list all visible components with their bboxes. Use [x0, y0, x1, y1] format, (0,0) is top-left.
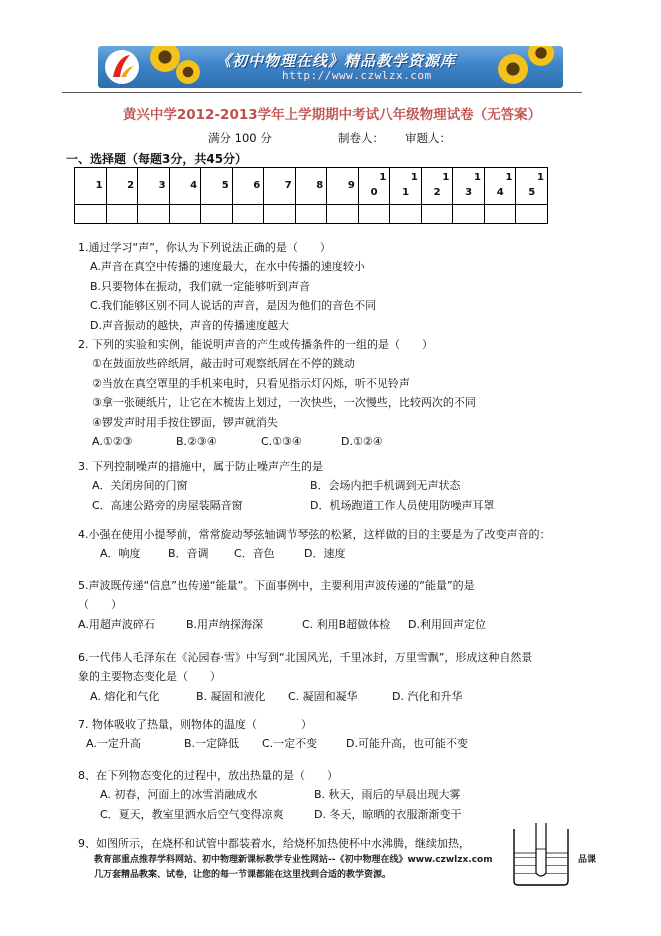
question-1: [78, 238, 376, 335]
grid-number-digit: 1: [537, 172, 544, 183]
sunflower-image: [498, 54, 528, 84]
question-stem-cont: 象的主要物态变化是（ ）: [78, 670, 221, 684]
option-b[interactable]: B. 秋天，雨后的早晨出现大雾: [314, 788, 461, 802]
option-d[interactable]: D.利用回声定位: [408, 617, 486, 631]
option-a[interactable]: A. 初春，河面上的冰雪消融成水: [100, 788, 258, 802]
grid-number-digit: 3: [158, 180, 166, 191]
grid-number-cell: [232, 168, 264, 205]
header-rule: [62, 92, 582, 93]
question-stem: 8、在下列物态变化的过程中，放出热量的是（ ）: [78, 769, 338, 782]
option-c[interactable]: C. 凝固和凝华: [288, 689, 358, 703]
question-stem-cont: （ ）: [78, 598, 122, 612]
question-5: [78, 576, 486, 634]
statement-2: ②当放在真空罩里的手机来电时，只看见指示灯闪烁，听不见铃声: [92, 376, 410, 390]
grid-number-digit: 5: [221, 180, 229, 191]
answer-cell[interactable]: [358, 205, 390, 224]
exam-title: 黄兴中学2012-2013学年上学期期中考试八年级物理试卷（无答案）: [122, 107, 542, 123]
option-b[interactable]: B．音调: [168, 547, 209, 561]
option-c[interactable]: C．音色: [234, 547, 275, 561]
site-logo: [104, 49, 140, 85]
option-d[interactable]: D. 汽化和升华: [392, 689, 463, 703]
option-c[interactable]: C.一定不变: [262, 737, 318, 751]
option-a[interactable]: A.声音在真空中传播的速度最大，在水中传播的速度较小: [90, 260, 365, 274]
option-b[interactable]: B.一定降低: [184, 737, 240, 751]
grid-number-digit: 6: [253, 180, 261, 191]
option-b[interactable]: B. 凝固和液化: [196, 689, 266, 703]
grid-number-cell: [390, 168, 422, 205]
option-a[interactable]: A．关闭房间的门窗: [92, 479, 188, 493]
option-d[interactable]: D. 冬天，晾晒的衣服渐渐变干: [314, 807, 462, 821]
banner-url[interactable]: http://www.czwlzx.com: [282, 69, 432, 82]
grid-number-cell: [327, 168, 359, 205]
option-c[interactable]: C．夏天，教室里洒水后空气变得凉爽: [100, 807, 284, 821]
grid-number-digit: 4: [496, 187, 504, 198]
option-c[interactable]: C. 利用B超做体检: [302, 617, 391, 631]
grid-number-digit: 7: [284, 180, 292, 191]
grid-number-cell: [421, 168, 453, 205]
answer-cell[interactable]: [295, 205, 327, 224]
option-d[interactable]: D.可能升高，也可能不变: [346, 737, 468, 751]
grid-number-digit: 8: [316, 180, 324, 191]
option-b[interactable]: B.只要物体在振动，我们就一定能够听到声音: [90, 279, 311, 293]
option-c[interactable]: C.我们能够区别不同人说话的声音，是因为他们的音色不同: [90, 299, 377, 313]
option-b[interactable]: B．会场内把手机调到无声状态: [310, 479, 461, 493]
option-b[interactable]: B.用声纳探海深: [186, 617, 264, 631]
option-b[interactable]: B.②③④: [176, 434, 217, 448]
answer-cell[interactable]: [75, 205, 107, 224]
grid-number-digit: 0: [370, 187, 378, 198]
question-stem: 6.一代伟人毛泽东在《沁园春·雪》中写到“北国风光，千里冰封，万里雪飘”，形成这种自然景: [78, 651, 533, 664]
option-a[interactable]: A. 熔化和气化: [90, 689, 160, 703]
answer-cell[interactable]: [106, 205, 138, 224]
full-score: 满分 100 分: [208, 131, 272, 145]
option-a[interactable]: A.用超声波碎石: [78, 617, 155, 631]
option-c[interactable]: C．高速公路旁的房屋装隔音窗: [92, 498, 243, 512]
grid-number-cell: [484, 168, 516, 205]
answer-cell[interactable]: [453, 205, 485, 224]
statement-1: ①在鼓面放些碎纸屑，敲击时可观察纸屑在不停的跳动: [92, 357, 355, 371]
option-d[interactable]: D．速度: [304, 547, 346, 561]
answer-cell[interactable]: [327, 205, 359, 224]
option-a[interactable]: A．响度: [100, 547, 141, 561]
footer-line-2: 几万套精品教案、试卷，让您的每一节课都能在这里找到合适的教学资源。: [94, 870, 392, 880]
option-d[interactable]: D.声音振动的越快，声音的传播速度越大: [90, 318, 289, 332]
banner-title: 《初中物理在线》精品教学资源库: [216, 52, 457, 70]
question-3: [78, 457, 495, 515]
question-stem: 7. 物体吸收了热量，则物体的温度（ ）: [78, 718, 312, 731]
question-7: [78, 715, 468, 754]
question-8: [78, 766, 462, 824]
grid-number-cell: [169, 168, 201, 205]
grid-number-digit: 1: [379, 172, 387, 183]
grid-number-digit: 1: [95, 180, 103, 191]
sunflower-image: [528, 46, 554, 66]
grid-number-digit: 1: [505, 172, 513, 183]
question-9: [78, 834, 470, 853]
grid-number-cell: [264, 168, 296, 205]
question-4: [78, 525, 551, 564]
option-d[interactable]: D.①②④: [341, 434, 383, 448]
grid-number-cell: [138, 168, 170, 205]
grid-number-cell: [106, 168, 138, 205]
answer-cell[interactable]: [138, 205, 170, 224]
grid-number-cell: [516, 168, 548, 205]
section-heading: 一、选择题（每题3分，共45分）: [66, 152, 248, 166]
beaker-test-tube-figure: [508, 823, 574, 889]
option-a[interactable]: A.一定升高: [86, 737, 141, 751]
question-6: [78, 648, 532, 706]
answer-cell[interactable]: [484, 205, 516, 224]
grid-number-cell: [358, 168, 390, 205]
grid-number-cell: [295, 168, 327, 205]
answer-cell[interactable]: [201, 205, 233, 224]
grid-number-digit: 1: [410, 172, 418, 183]
grid-number-digit: 1: [442, 172, 450, 183]
answer-cell[interactable]: [421, 205, 453, 224]
grid-number-digit: 3: [465, 187, 473, 198]
sunflower-image: [176, 60, 200, 84]
statement-3: ③拿一张硬纸片，让它在木梳齿上划过，一次快些，一次慢些，比较两次的不同: [92, 396, 476, 410]
answer-grid: [74, 167, 548, 224]
question-stem: 4.小强在使用小提琴前，常常旋动琴弦轴调节琴弦的松紧，这样做的目的主要是为了改变声音的：: [78, 528, 551, 541]
question-stem: 5.声波既传递“信息”也传递“能量”。下面事例中，主要利用声波传递的“能量”的是: [78, 579, 475, 592]
grid-number-cell: [453, 168, 485, 205]
grid-number-digit: 1: [473, 172, 481, 183]
paper-maker: 制卷人：: [338, 131, 384, 145]
answer-cell[interactable]: [169, 205, 201, 224]
statement-4: ④锣发声时用手按住锣面，锣声就消失: [92, 415, 278, 429]
question-stem: 1.通过学习“声”，你认为下列说法正确的是（ ）: [78, 241, 331, 254]
question-stem: 2. 下列的实验和实例，能说明声音的产生或传播条件的一组的是（ ）: [78, 338, 433, 351]
answer-cell[interactable]: [390, 205, 422, 224]
footer-line-1: 教育部重点推荐学科网站、初中物理新课标教学专业性网站--《初中物理在线》www.czwlzx.com: [94, 855, 493, 865]
grid-number-digit: 2: [127, 180, 135, 191]
question-stem: 9、如图所示，在烧杯和试管中都装着水，给烧杯加热使杯中水沸腾，继续加热，: [78, 837, 470, 850]
option-c[interactable]: C.①③④: [261, 434, 302, 448]
grid-number-cell: [201, 168, 233, 205]
answer-cell[interactable]: [516, 205, 548, 224]
question-2: [78, 335, 476, 451]
grid-number-cell: [75, 168, 107, 205]
question-stem: 3. 下列控制噪声的措施中，属于防止噪声产生的是: [78, 460, 323, 473]
grid-number-digit: 1: [402, 187, 410, 198]
page-footer: [94, 853, 493, 883]
option-d[interactable]: D．机场跑道工作人员使用防噪声耳罩: [310, 498, 495, 512]
paper-reviewer: 审题人：: [405, 131, 451, 145]
answer-cell[interactable]: [264, 205, 296, 224]
banner[interactable]: [98, 46, 563, 88]
grid-number-digit: 4: [190, 180, 198, 191]
grid-number-digit: 9: [347, 180, 355, 191]
option-a[interactable]: A.①②③: [92, 434, 133, 448]
grid-number-digit: 2: [433, 187, 441, 198]
answer-cell[interactable]: [232, 205, 264, 224]
footer-tail: 品课: [578, 855, 597, 865]
grid-number-digit: 5: [528, 187, 536, 198]
